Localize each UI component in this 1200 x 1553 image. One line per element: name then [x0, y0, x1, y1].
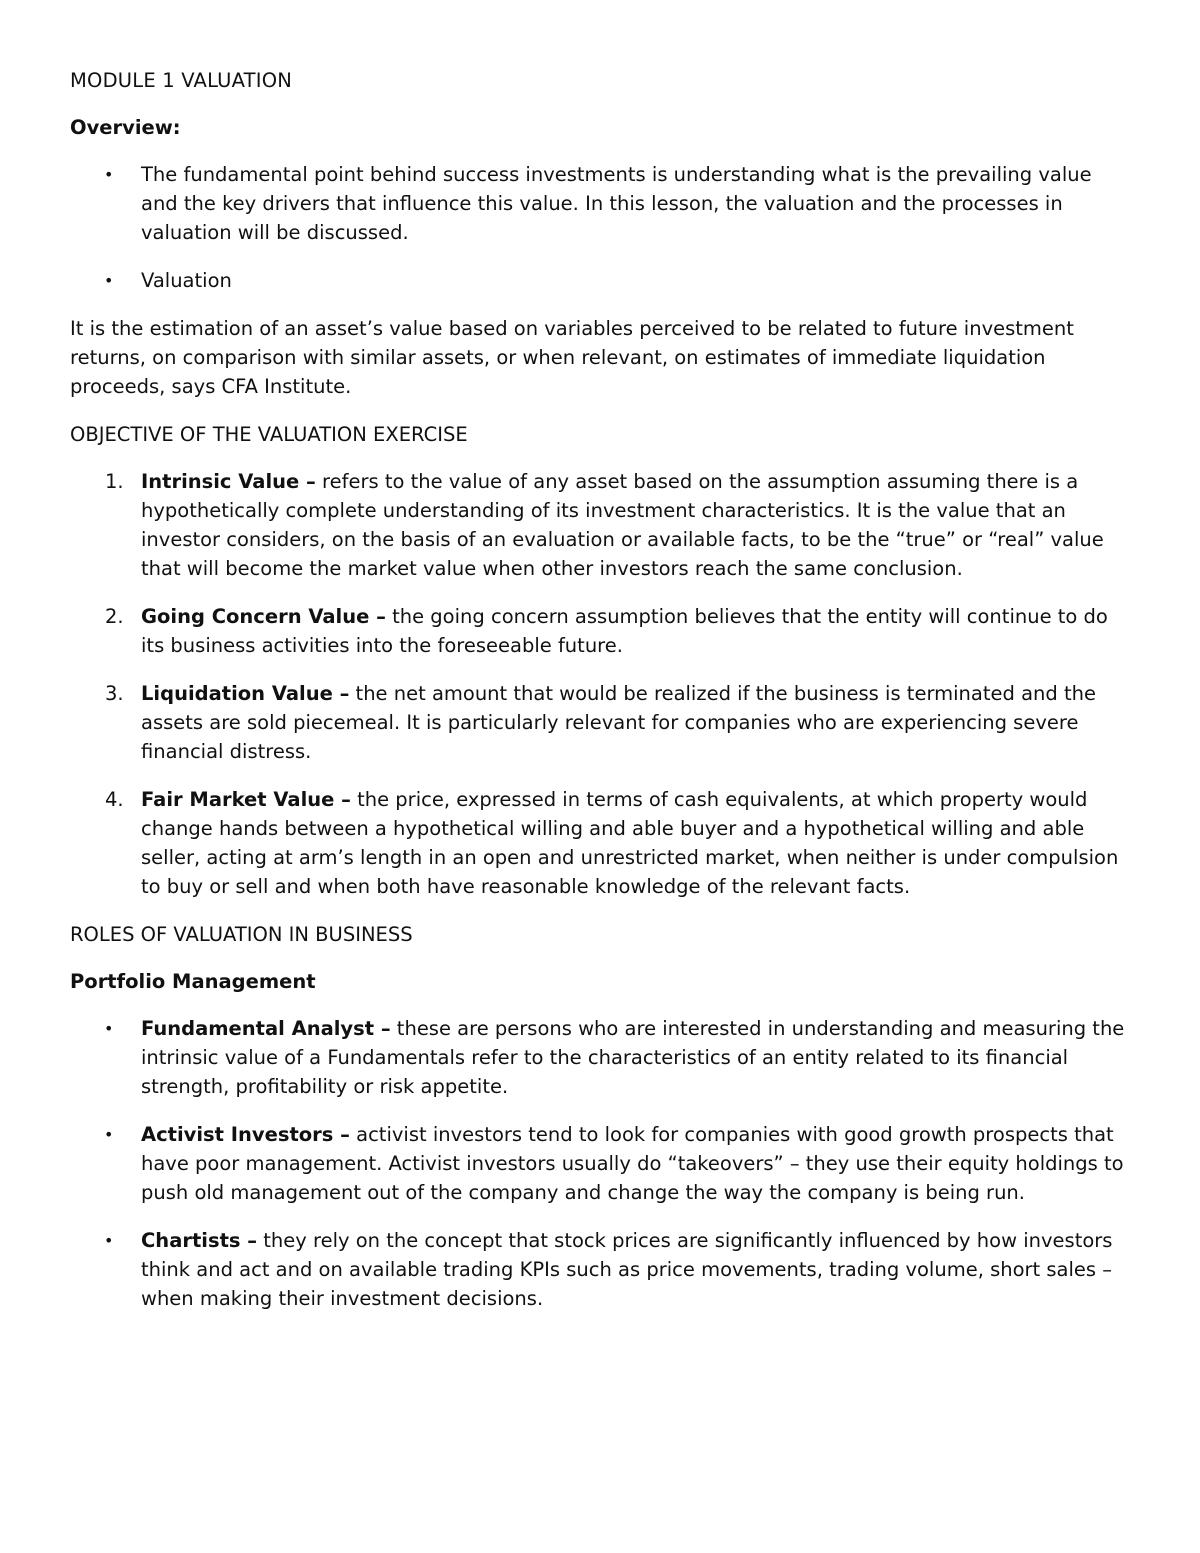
term-definition: refers to the value of any asset based on the assumption assuming there is a hypothetically complete understanding of its investment characteristics. It is the value that an investor considers, on the basis of an evaluation or available facts, to be the “true” or “real” value that will become the market value when other investors reach the same conclusion. — [141, 470, 1104, 580]
objective-heading: OBJECTIVE OF THE VALUATION EXERCISE — [70, 423, 468, 446]
list-item — [70, 160, 1132, 247]
list-item — [70, 1014, 1132, 1101]
list-item — [70, 1120, 1132, 1207]
list-item-text: Valuation — [141, 269, 232, 292]
definition-paragraph: It is the estimation of an asset’s value based on variables perceived to be related to future investment returns, on comparison with similar assets, or when relevant, on estimates of immediate liquidation proceeds, says CFA Institute. — [70, 317, 1074, 398]
term-definition: the net amount that would be realized if the business is terminated and the assets are sold piecemeal. It is particularly relevant for companies who are experiencing severe financial distress. — [141, 682, 1096, 763]
term-definition: they rely on the concept that stock prices are significantly influenced by how investors think and act and on available trading KPIs such as price movements, trading volume, short sales – when making their investment decisions. — [141, 1229, 1113, 1310]
list-number: 3. — [105, 682, 124, 705]
term-label: Going Concern Value – — [141, 605, 386, 628]
term-definition: these are persons who are interested in understanding and measuring the intrinsic value of a Fundamentals refer to the characteristics of an entity related to its financial strength, profitability or risk appetite. — [141, 1017, 1125, 1098]
term-label: Liquidation Value – — [141, 682, 350, 705]
term-label: Intrinsic Value – — [141, 470, 316, 493]
term-definition: activist investors tend to look for companies with good growth prospects that have poor management. Activist investors usually do “takeovers” – they use their equity holdings to push old management out of the company and change the way the company is being run. — [141, 1123, 1124, 1204]
bullet-icon: • — [104, 271, 114, 290]
list-number: 1. — [105, 470, 124, 493]
list-item-text: The fundamental point behind success investments is understanding what is the prevailing value and the key drivers that influence this value. In this lesson, the valuation and the processes in valuation will be discussed. — [141, 163, 1092, 244]
roles-heading: ROLES OF VALUATION IN BUSINESS — [70, 923, 413, 946]
objectives-list — [70, 467, 1132, 901]
document-page — [70, 66, 1132, 1332]
list-number: 4. — [105, 788, 124, 811]
bullet-icon: • — [104, 1231, 114, 1250]
bullet-icon: • — [104, 1019, 114, 1038]
term-label: Fundamental Analyst – — [141, 1017, 391, 1040]
term-label: Fair Market Value – — [141, 788, 351, 811]
roles-list — [70, 1014, 1132, 1313]
list-item — [70, 467, 1132, 583]
list-item — [70, 1226, 1132, 1313]
term-definition: the going concern assumption believes that the entity will continue to do its business activities into the foreseeable future. — [141, 605, 1108, 657]
list-item — [70, 266, 1132, 295]
bullet-icon: • — [104, 1125, 114, 1144]
overview-heading: Overview: — [70, 116, 181, 139]
term-definition: the price, expressed in terms of cash equivalents, at which property would change hands between a hypothetical willing and able buyer and a hypothetical willing and able seller, acting at arm’s length in an open and unrestricted market, when neither is under compulsion to buy or sell and when both have reasonable knowledge of the relevant facts. — [141, 788, 1119, 898]
list-item — [70, 679, 1132, 766]
overview-list — [70, 160, 1132, 295]
list-item — [70, 602, 1132, 660]
portfolio-heading: Portfolio Management — [70, 970, 316, 993]
bullet-icon: • — [104, 165, 114, 184]
document-title: MODULE 1 VALUATION — [70, 69, 293, 92]
list-number: 2. — [105, 605, 124, 628]
term-label: Activist Investors – — [141, 1123, 350, 1146]
term-label: Chartists – — [141, 1229, 258, 1252]
list-item — [70, 785, 1132, 901]
